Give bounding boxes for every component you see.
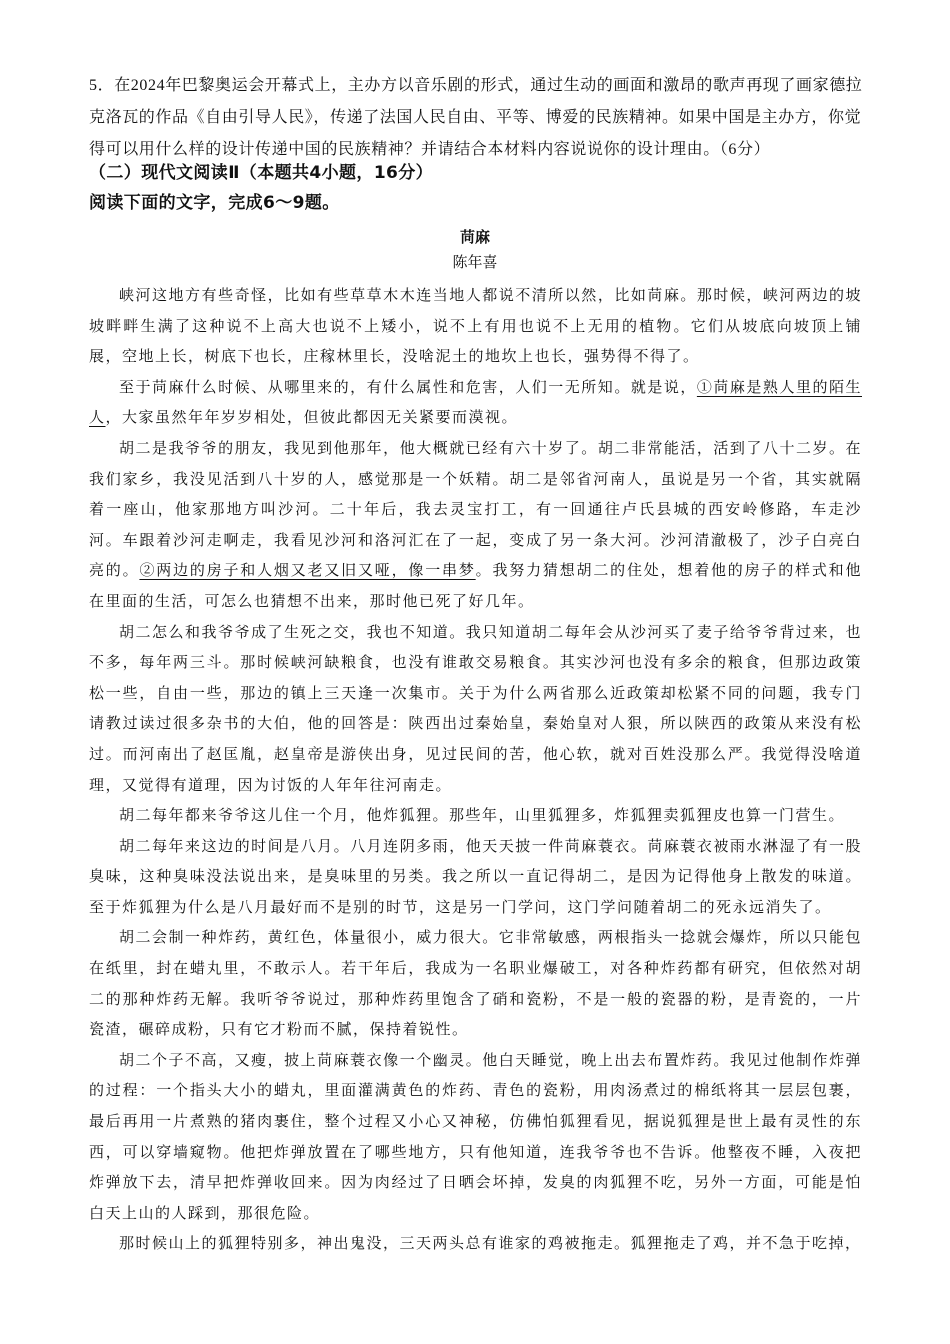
section-instruction: 阅读下面的文字，完成6～9题。 xyxy=(89,193,340,213)
paragraph: 胡二每年都来爷爷这儿住一个月，他炸狐狸。那些年，山里狐狸多，炸狐狸卖狐狸皮也算一门营生。 xyxy=(119,806,846,825)
article-body xyxy=(89,280,862,1259)
paragraph: 胡二怎么和我爷爷成了生死之交，我也不知道。我只知道胡二每年会从沙河买了麦子给爷爷背过来，也不多，每年两三斗。那时候峡河缺粮食，也没有谁敢交易粮食。其实沙河也没有多余的粮食，但那边政策松一些，自由一些，那边的镇上三天逢一次集市。关于为什么两省那么近政策却松紧不同的问题，我专门请教过读过很多杂书的大伯，他的回答是：陕西出过秦始皇，秦始皇对人狠，所以陕西的政策从来没有松过。而河南出了赵匡胤，赵皇帝是游侠出身，见过民间的苦，他心软，就对百姓没那么严。我觉得没啥道理，又觉得有道理，因为讨饭的人年年往河南走。 xyxy=(89,622,862,794)
paragraph-text: 。我努力猜想胡二的住处，想着他的房子的样式和他在里面的生活，可怎么也猜想不出来，那时他已死了好几年。 xyxy=(89,561,862,610)
paragraph: 胡二会制一种炸药，黄红色，体量很小，威力很大。它非常敏感，两根指头一捻就会爆炸，所以只能包在纸里，封在蜡丸里，不敢示人。若干年后，我成为一名职业爆破工，对各种炸药都有研究，但依然对胡二的那种炸药无解。我听爷爷说过，那种炸药里饱含了硝和瓷粉，不是一般的瓷器的粉，是青瓷的，一片瓷渣，碾碎成粉，只有它才粉而不腻，保持着锐性。 xyxy=(89,928,862,1039)
paragraph xyxy=(89,372,862,433)
paragraph-text: 胡二是我爷爷的朋友，我见到他那年，他大概就已经有六十岁了。胡二非常能活，活到了八十二岁。在我们家乡，我没见活到八十岁的人，感觉那是一个妖精。胡二是邻省河南人，虽说是另一个省，其实就隔着一座山，他家那地方叫沙河。二十年后，我去灵宝打工，有一回通往卢氏县城的西安岭修路，车走沙河。车跟着沙河走啊走，我看见沙河和洛河汇在了一起，变成了另一条大河。沙河清澈极了，沙子白亮白亮的。 xyxy=(89,438,862,580)
paragraph-text: ，大家虽然年年岁岁相处，但彼此都因无关紧要而漠视。 xyxy=(105,408,519,427)
underlined-sentence-2: ②两边的房子和人烟又老又旧又哑，像一串梦 xyxy=(139,561,476,580)
paragraph xyxy=(89,433,862,617)
section-heading: （二）现代文阅读Ⅱ（本题共4小题，16分） xyxy=(89,163,434,183)
paragraph: 胡二每年来这边的时间是八月。八月连阴多雨，他天天披一件苘麻蓑衣。苘麻蓑衣被雨水淋湿了有一股臭味，这种臭味没法说出来，是臭味里的另类。我之所以一直记得胡二，是因为记得他身上散发的味道。至于炸狐狸为什么是八月最好而不是别的时节，这是另一门学问，这门学问随着胡二的死永远消失了。 xyxy=(89,836,862,916)
underlined-sentence-1: ①苘麻是熟人里的陌生人 xyxy=(89,377,862,427)
paragraph: 胡二个子不高，又瘦，披上苘麻蓑衣像一个幽灵。他白天睡觉，晚上出去布置炸药。我见过他制作炸弹的过程：一个指头大小的蜡丸，里面灌满黄色的炸药、青色的瓷粉，用肉汤煮过的棉纸将其一层层包裹，最后再用一片煮熟的猪肉裹住，整个过程又小心又神秘，仿佛怕狐狸看见，据说狐狸是世上最有灵性的东西，可以穿墙窥物。他把炸弹放置在了哪些地方，只有他知道，连我爷爷也不告诉。他整夜不睡，入夜把炸弹放下去，清早把炸弹收回来。因为肉经过了日晒会坏掉，发臭的肉狐狸不吃，另外一方面，可能是怕白天上山的人踩到，那很危险。 xyxy=(89,1050,862,1222)
article-author: 陈年喜 xyxy=(452,253,498,271)
paragraph: 那时候山上的狐狸特别多，神出鬼没，三天两头总有谁家的鸡被拖走。狐狸拖走了鸡，并不急于吃掉， xyxy=(119,1234,862,1253)
paragraph-text: 至于苘麻什么时候、从哪里来的，有什么属性和危害，人们一无所知。就是说， xyxy=(119,377,697,396)
question-5: 5．在2024年巴黎奥运会开幕式上，主办方以音乐剧的形式，通过生动的画面和激昂的歌声再现了画家德拉克洛瓦的作品《自由引导人民》，传递了法国人民自由、平等、博爱的民族精神。如果中国是主办方，你觉得可以用什么样的设计传递中国的民族精神？并请结合本材料内容说说你的设计理由。（6分） xyxy=(89,77,863,158)
article-title: 苘麻 xyxy=(459,228,490,246)
paragraph: 峡河这地方有些奇怪，比如有些草草木木连当地人都说不清所以然，比如苘麻。那时候，峡河两边的坡坡畔畔生满了这种说不上高大也说不上矮小，说不上有用也说不上无用的植物。它们从坡底向坡顶上铺展，空地上长，树底下也长，庄稼林里长，没啥泥土的地坎上也长，强势得不得了。 xyxy=(89,286,862,366)
